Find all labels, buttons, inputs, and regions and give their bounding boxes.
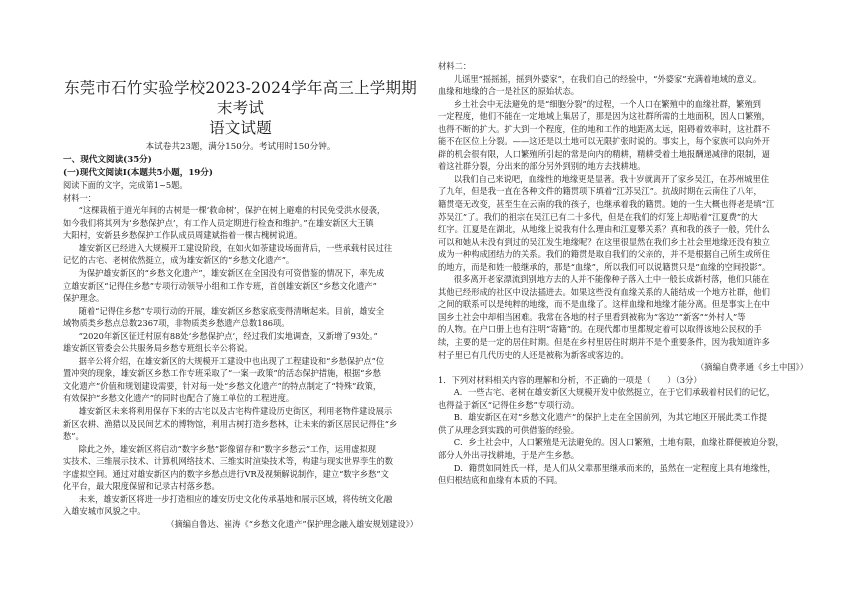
paragraph-line: 辟的机会很有限，人口繁殖所引起的常是向内的精耕，精耕受着土地报酬递减律的限制，逼	[438, 148, 770, 159]
paragraph-line: 为保护雄安新区的“乡愁文化遗产”，雄安新区在全国没有可资借鉴的情况下，率先成	[78, 268, 385, 279]
paragraph-line: 村子里已有几代历史的人还是被称为新客或客边的。	[438, 349, 629, 360]
paragraph-line: 的地方，而是和姓一般继承的，那是“血缘”，所以我们可以说籍贯只是“血缘的空间投影”。	[438, 261, 771, 272]
paragraph-line: 之间的联系可以是纯粹的地缘，而不是血缘了。这样血缘和地缘才能分离。但是事实上在中	[438, 299, 770, 310]
paragraph-line: 实技术、三维展示技术、计算机网络技术、三维实时渲染技术等，构建与现实世界孪生的数	[63, 456, 393, 467]
paragraph-line: 文化遗产”价值和规划建设需要，针对每一处“乡愁文化遗产”的特点制定了“特殊”政策，	[63, 380, 382, 391]
paragraph-line: 除此之外，雄安新区将启动“数字乡愁”影像留存和“数字乡愁云”工作，运用虚拟现	[78, 443, 377, 454]
exam-title-line2: 语文试题	[209, 119, 272, 137]
paragraph-line: 其他已经形成的社区中设法插进去。如果这些没有血缘关系的人能结成一个地方社群，他们	[438, 286, 770, 297]
right-column	[438, 60, 808, 487]
option-a-cont: 也得益于新区“记得住乡愁”专项行动。	[438, 399, 580, 410]
left-column	[63, 78, 418, 531]
paragraph-line: 着这社群分裂，分出来的部分另外到别的地方去找耕地。	[438, 161, 646, 172]
section-heading: 一、现代文阅读(35分)	[63, 155, 152, 165]
paragraph-line: 能不在区位上分裂。——这还是以土地可以无限扩张时说的。事实上，每个家族可以向外开	[438, 136, 770, 147]
paragraph-line: 置冲突的现象，雄安新区乡愁工作专班采取了“一案一政策”的活态保护措施，根据“乡愁	[63, 368, 381, 379]
paragraph-line: 籍贯毫无改变，甚至生在云南的我的孩子，也继承着我的籍贯。她的一生大概也得老是填“江	[438, 199, 775, 210]
paragraph-line: 一定程度，他们不能在一定地域上集居了，那是因为这社群所需的土地面积，因人口繁殖，	[438, 111, 770, 122]
paragraph-line: 未来，雄安新区将进一步打造相应的雄安历史文化传承基地和展示区域，将传统文化融	[78, 493, 393, 504]
paragraph-line: 记忆的古宅、老树依然挺立，成为雄安新区的“乡愁文化遗产”。	[63, 255, 295, 266]
paragraph-line: 随着“记得住乡愁”专项行动的开展，雄安新区乡愁家底变得清晰起来。目前，雄安全	[78, 305, 385, 316]
paragraph-line: 域物质类乡愁点总数2367项，非物质类乡愁遗产总数186项。	[63, 318, 290, 329]
paragraph-line: “2020年新区征迁村原有88处‘乡愁保护点’，经过我们实地调查，又新增了93处。”	[78, 330, 378, 341]
paragraph-line: 苏吴江”了。我们的祖宗在吴江已有二十多代，但是在我们的灯笼上却贴着“江夏费”的大	[438, 211, 758, 222]
instruction-text: 阅读下面的文字，完成第1~5题。	[63, 180, 188, 191]
option-d-cont: 但归根结底和血缘有本质的不同。	[438, 475, 563, 486]
paragraph-line: 续，主要的是一定的居住时期。但是在乡村里居住时期并不是个重要条件，因为我知道许多	[438, 337, 770, 348]
paragraph-line: 化平台，最大限度保留和记录古村落乡愁。	[63, 481, 220, 492]
paragraph-line: 有效保护“乡愁文化遗产”的同时也配合了施工单位的工程进度。	[63, 393, 295, 404]
paragraph-line: 立雄安新区“记得住乡愁”专项行动领导小组和工作专班，首创雄安新区“乡愁文化遗产”	[63, 280, 377, 291]
paragraph-line: 新区农耕、渔猎以及民间艺术的博物馆，利用古树打造乡愁林，让未来的新区居民记得住“乡	[63, 418, 398, 429]
paragraph-line: 乡土社会中无法避免的是“细胞分裂”的过程，一个人口在繁殖中的血缘社群，繁殖到	[453, 98, 761, 109]
paragraph-line: 儿谣里“摇摇摇，摇到外婆家”，在我们自己的经验中，“外婆家”充满着地域的意义。	[453, 73, 762, 84]
paragraph-line: 以我们自己来说吧，血缘性的地缘更是显著。我十岁就离开了家乡吴江，在苏州城里住	[453, 173, 770, 184]
paragraph-line: 了九年，但是我一直在各种文件的籍贯项下填着“江苏吴江”。抗战时期在云南住了八年，	[438, 186, 762, 197]
paragraph-line: 入雄安城市风貌之中。	[63, 506, 146, 517]
paragraph-line: 大阳村，安新县乡愁保护工作队成员周建斌指着一棵古槐树说道。	[63, 230, 303, 241]
option-b-cont: 供了从理念到实践的可供借鉴的经验。	[438, 424, 580, 435]
paragraph-line: 血缘和地缘的合一是社区的原始状态。	[438, 86, 580, 97]
source-citation: （摘编自鲁达、崔涛《“乡愁文化遗产”保护理念融入雄安规划建设》）	[166, 518, 418, 529]
source-citation: （摘编自费孝通《乡土中国》）	[695, 362, 808, 373]
paragraph-line: “这棵栽植于道光年间的古树是一棵‘救命树’，保护在树上避难的村民免受洪水侵袭，	[78, 205, 386, 216]
question-stem: 1．下列对材料相关内容的理解和分析，不正确的一项是（ ）（3分）	[438, 374, 702, 385]
subsection-heading: (一)现代文阅读Ⅰ(本题共5小题，19分)	[63, 167, 213, 178]
paragraph-line: 如今我们将其列为‘乡愁保护点’，有工作人员定期进行检查和维护。”在雄安新区大王镇	[63, 217, 374, 228]
paragraph-line: 雄安新区未来将利用保存下来的古宅以及古宅构件建设历史街区，利用老物件建设展示	[78, 406, 393, 417]
paragraph-line: 也得不断的扩大。扩大到一个程度，住的地和工作的地距离太远，阻碍着效率时，这社群不	[438, 123, 770, 134]
material2-label: 材料二：	[438, 61, 472, 71]
paragraph-line: 字虚拟空间。通过对雄安新区内的数字乡愁点进行VR及视频解说制作，建立“数字乡愁”文	[63, 468, 389, 479]
option-d: D．籍贯如同姓氏一样，是人们从父辈那里继承而来的，虽然在一定程度上具有地缘性，	[453, 462, 776, 473]
paragraph-line: 成为一种构成团结力的关系。我们的籍贯是取自我们的父亲的，并不是根据自己所生或所住	[438, 249, 770, 260]
paragraph-line: 很多离开老家漂流到别地方去的人并不能像种子落入土中一般长成新村落，他们只能在	[453, 274, 770, 285]
exam-info: 本试卷共23题，满分150分。考试用时150分钟。	[145, 142, 336, 152]
paragraph-line: 愁”。	[63, 431, 84, 442]
exam-title-line1: 东莞市石竹实验学校2023-2024学年高三上学期期末考试	[64, 79, 417, 117]
paragraph-line: 红字。江夏是在湖北，从地缘上说我有什么理由和江夏攀关系？真和我的孩子一般，凭什么	[438, 224, 770, 235]
paragraph-line: 国乡土社会中却相当困难。我常在各地的村子里看到被称为“客边”“新客”“外村人”等	[438, 311, 746, 322]
paragraph-line: 保护理念。	[63, 293, 105, 304]
option-a: A．一些古宅、老树在雄安新区大规模开发中依然挺立，在于它们承载着村民们的记忆，	[453, 387, 776, 398]
paragraph-line: 可以和她从未没有到过的吴江发生地缘呢？在这里很显然在我们乡土社会里地缘还没有独立	[438, 236, 770, 247]
paragraph-line: 雄安新区管委会公共服务局乡愁专班组长辛公将说。	[63, 343, 253, 354]
paragraph-line: 雄安新区已经进入大规模开工建设阶段，在如火如荼建设场面背后，一些承载村民过往	[78, 242, 393, 253]
option-b: B．雄安新区在对“乡愁文化遗产”的保护上走在全国前列，为其它地区开展此类工作提	[453, 412, 768, 423]
material1-label: 材料一：	[63, 192, 96, 203]
option-c-cont: 部分人外出寻找耕地，于是产生乡愁。	[438, 449, 580, 460]
paragraph-line: 的人物。在户口册上也有注明“寄籍”的。在现代都市里都规定着可以取得该地公民权的手	[438, 324, 762, 335]
option-c: C．乡土社会中，人口繁殖是无法避免的。因人口繁殖，土地有限，血缘社群便被迫分裂，	[453, 437, 784, 448]
paragraph-line: 据辛公将介绍，在雄安新区的大规模开工建设中也出现了工程建设和“乡愁保护点”位	[78, 355, 385, 366]
